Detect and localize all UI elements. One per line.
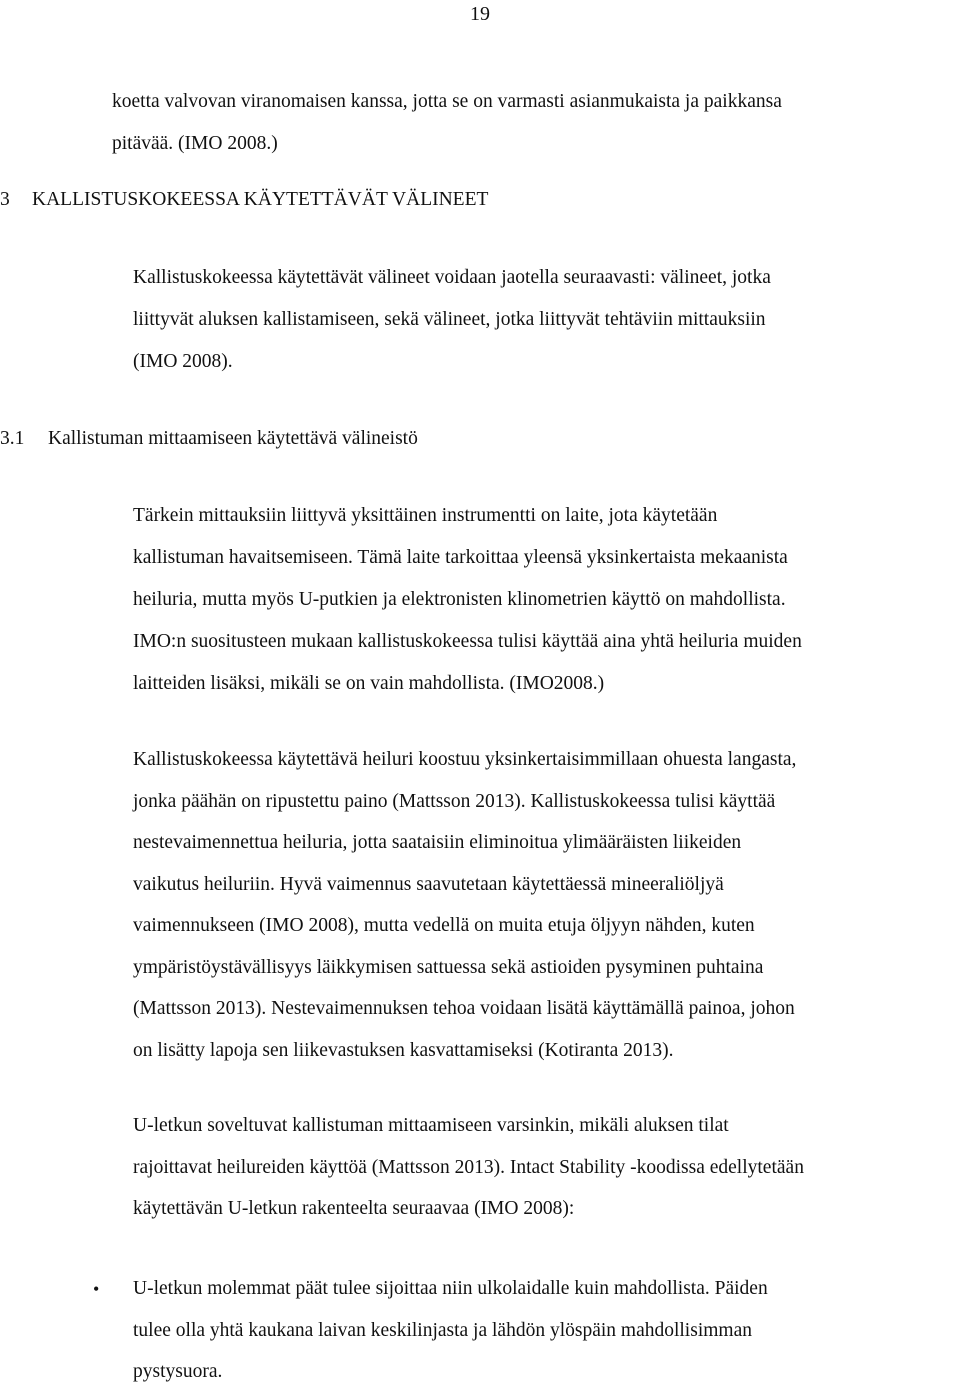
section-3-number: 3 xyxy=(0,189,10,210)
paragraph-1-line: laitteiden lisäksi, mikäli se on vain mahdollista. (IMO2008.) xyxy=(133,673,605,694)
bullet-marker: • xyxy=(93,1279,100,1299)
paragraph-2-line: (Mattsson 2013). Nestevaimennuksen tehoa voidaan lisätä käyttämällä painoa, johon xyxy=(133,998,795,1019)
paragraph-2-line: vaimennukseen (IMO 2008), mutta vedellä on muita etuja öljyyn nähden, kuten xyxy=(133,915,755,936)
section-3-paragraph-line: (IMO 2008). xyxy=(133,351,233,372)
paragraph-1-line: IMO:n suositusteen mukaan kallistuskokeessa tulisi käyttää aina yhtä heiluria muiden xyxy=(133,631,802,652)
paragraph-2-line: nestevaimennettua heiluria, jotta saataisiin eliminoitua ylimääräisten liikeiden xyxy=(133,832,742,853)
bullet-1-line: tulee olla yhtä kaukana laivan keskilinjasta ja lähdön ylöspäin mahdollisimman xyxy=(133,1320,752,1341)
intro-line-1: koetta valvovan viranomaisen kanssa, jotta se on varmasti asianmukaista ja paikkansa xyxy=(112,91,782,112)
section-3-title: KALLISTUSKOKEESSA KÄYTETTÄVÄT VÄLINEET xyxy=(32,189,489,210)
paragraph-2-line: Kallistuskokeessa käytettävä heiluri koostuu yksinkertaisimmillaan ohuesta langasta, xyxy=(133,749,797,770)
paragraph-1-line: heiluria, mutta myös U-putkien ja elektronisten klinometrien käyttö on mahdollista. xyxy=(133,589,786,610)
bullet-1-line: pystysuora. xyxy=(133,1361,223,1382)
paragraph-2-line: on lisätty lapoja sen liikevastuksen kasvattamiseksi (Kotiranta 2013). xyxy=(133,1040,674,1061)
bullet-1-line: U-letkun molemmat päät tulee sijoittaa niin ulkolaidalle kuin mahdollista. Päiden xyxy=(133,1278,768,1299)
paragraph-1-line: Tärkein mittauksiin liittyvä yksittäinen instrumentti on laite, jota käytetään xyxy=(133,505,718,526)
paragraph-3-line: käytettävän U-letkun rakenteelta seuraavaa (IMO 2008): xyxy=(133,1198,575,1219)
section-3-1-title: Kallistuman mittaamiseen käytettävä välineistö xyxy=(48,428,418,449)
section-3-paragraph-line: Kallistuskokeessa käytettävät välineet voidaan jaotella seuraavasti: välineet, jotka xyxy=(133,267,771,288)
paragraph-3-line: U-letkun soveltuvat kallistuman mittaamiseen varsinkin, mikäli aluksen tilat xyxy=(133,1115,729,1136)
paragraph-2-line: ympäristöystävällisyys läikkymisen sattuessa sekä astioiden pysyminen puhtaina xyxy=(133,957,764,978)
section-3-1-number: 3.1 xyxy=(0,428,25,449)
intro-line-2: pitävää. (IMO 2008.) xyxy=(112,133,278,154)
paragraph-1-line: kallistuman havaitsemiseen. Tämä laite tarkoittaa yleensä yksinkertaista mekaanista xyxy=(133,547,788,568)
paragraph-2-line: jonka päähän on ripustettu paino (Mattsson 2013). Kallistuskokeessa tulisi käyttää xyxy=(133,791,776,812)
paragraph-2-line: vaikutus heiluriin. Hyvä vaimennus saavutetaan käytettäessä mineeraliöljyä xyxy=(133,874,724,895)
page-number: 19 xyxy=(470,3,490,25)
section-3-paragraph-line: liittyvät aluksen kallistamiseen, sekä välineet, jotka liittyvät tehtäviin mittauksiin xyxy=(133,309,766,330)
paragraph-3-line: rajoittavat heilureiden käyttöä (Mattsson 2013). Intact Stability -koodissa edellytetään xyxy=(133,1157,804,1178)
